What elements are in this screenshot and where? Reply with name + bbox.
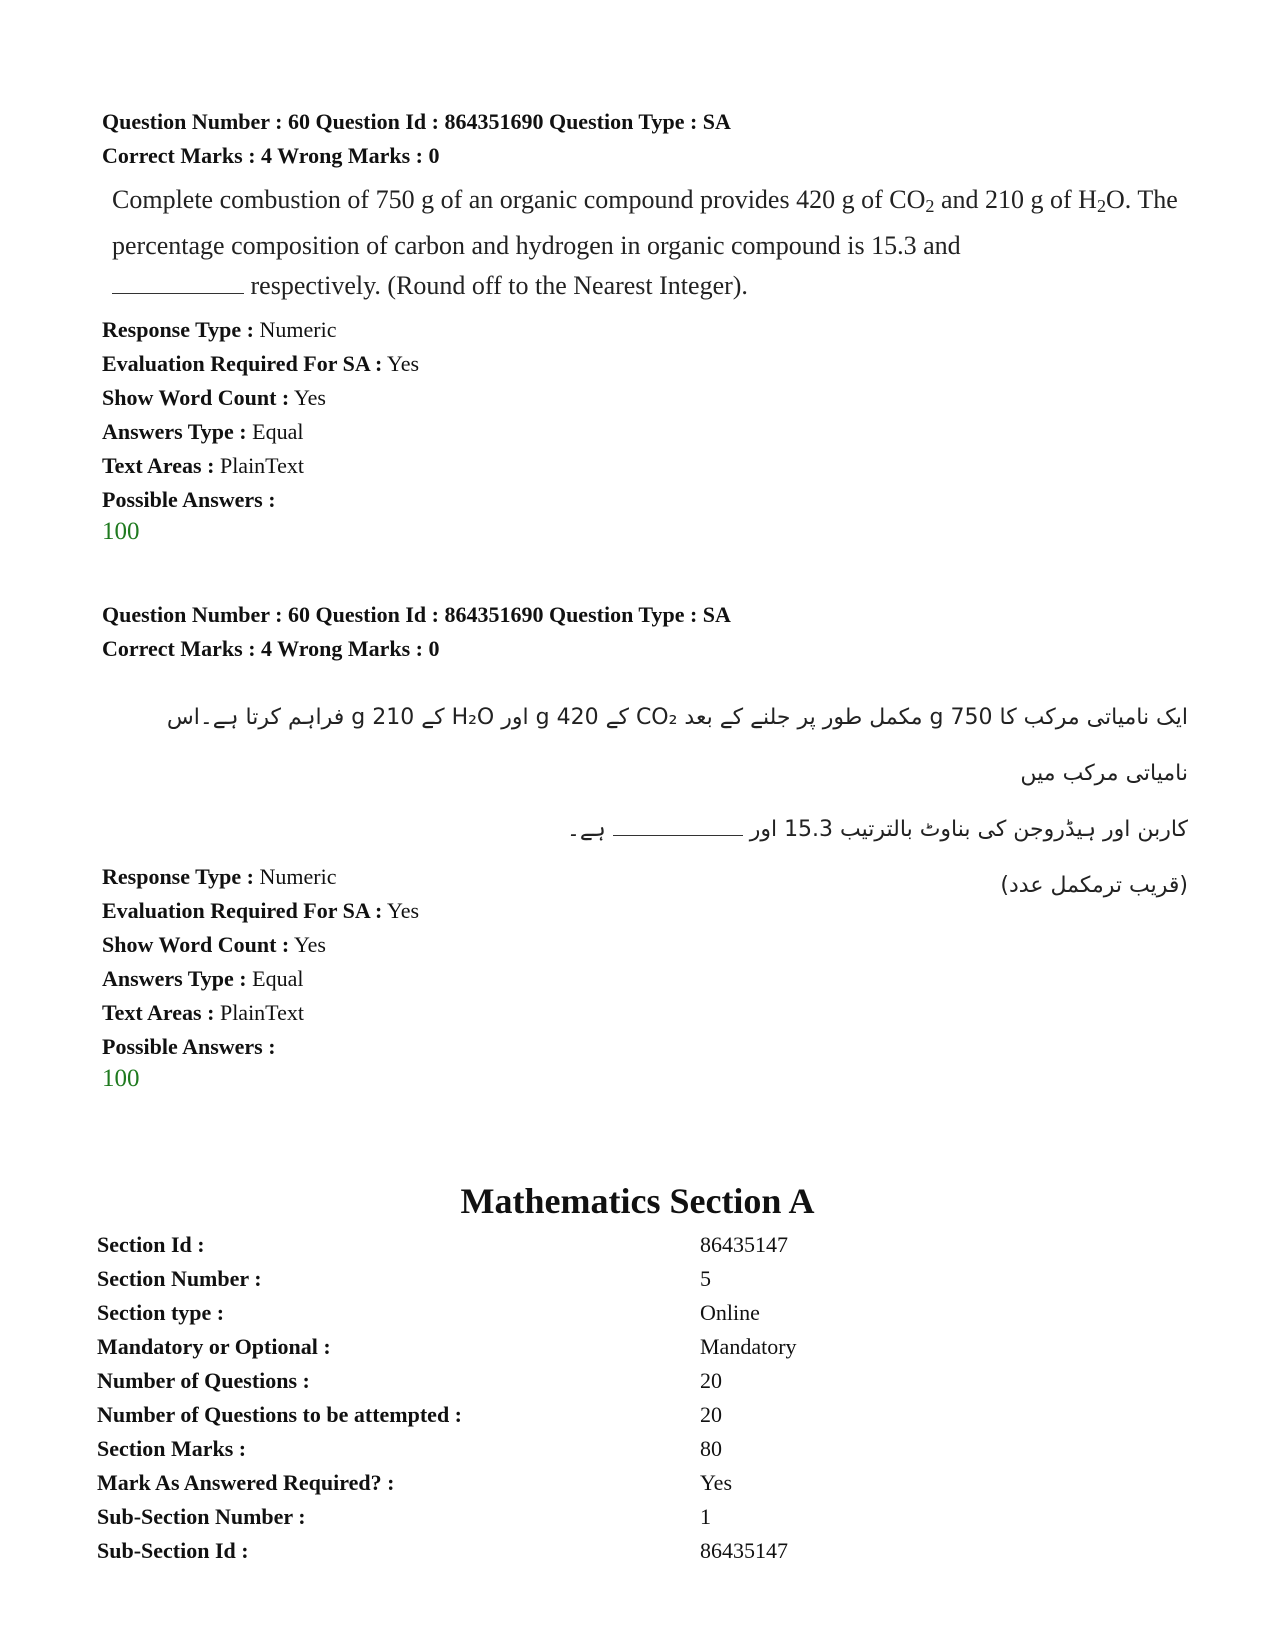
meta-row: Show Word Count : Yes [102, 932, 326, 957]
meta-row: Evaluation Required For SA : Yes [102, 898, 420, 923]
meta-row: Answers Type : Equal [102, 966, 304, 991]
question-header-line2: Correct Marks : 4 Wrong Marks : 0 [102, 636, 440, 661]
question-header [102, 105, 731, 173]
section-info-table [97, 1228, 797, 1568]
meta-row: Response Type : Numeric [102, 864, 337, 889]
possible-answer: 100 [102, 1065, 140, 1092]
section-title: Mathematics Section A [460, 1181, 815, 1221]
question-text-english: Complete combustion of 750 g of an organic compound provides 420 g of $CO_2$ and 210 g of $H_2O$. The percentage composition of carbon and hydrogen in organic compound is 15.3 and respectively. (Round off to the Nearest Integer). [112, 185, 1178, 300]
section-info-row: Mark As Answered Required? : Yes [97, 1470, 733, 1495]
question-header-line1: Question Number : 60 Question Id : 864351690 Question Type : SA [102, 109, 731, 134]
possible-answer: 100 [102, 518, 140, 545]
urdu-line-3: (قریب ترمکمل عدد) [1000, 873, 1188, 898]
urdu-line-1: ایک نامیاتی مرکب کا 750 g مکمل طور پر جلنے کے بعد CO₂ کے 420 g اور H₂O کے 210 g فراہم کرتا ہے۔اس نامیاتی مرکب میں [166, 705, 1188, 786]
answer-blank [613, 821, 743, 836]
meta-row: Answers Type : Equal [102, 419, 304, 444]
section-info-row: Section Number : 5 [97, 1266, 711, 1291]
question-header-line1: Question Number : 60 Question Id : 864351690 Question Type : SA [102, 602, 731, 627]
meta-row: Text Areas : PlainText [102, 1000, 304, 1025]
meta-row: Evaluation Required For SA : Yes [102, 351, 420, 376]
meta-row: Possible Answers : [102, 1034, 276, 1059]
answer-blank [112, 273, 244, 294]
meta-row: Show Word Count : Yes [102, 385, 326, 410]
question-header-line2: Correct Marks : 4 Wrong Marks : 0 [102, 143, 440, 168]
meta-row: Text Areas : PlainText [102, 453, 304, 478]
urdu-line-2: کاربن اور ہیڈروجن کی بناوٹ بالترتیب 15.3 اور ہے۔ [567, 817, 1188, 842]
meta-row: Response Type : Numeric [102, 317, 337, 342]
section-info-row: Number of Questions : 20 [97, 1368, 722, 1393]
section-info-row: Section Marks : 80 [97, 1436, 722, 1461]
section-info-row: Sub-Section Number : 1 [97, 1504, 711, 1529]
section-info-row: Section Id : 86435147 [97, 1232, 788, 1257]
section-info-row: Mandatory or Optional : Mandatory [97, 1334, 797, 1359]
section-info-row: Number of Questions to be attempted : 20 [97, 1402, 722, 1427]
section-info-row: Section type : Online [97, 1300, 760, 1325]
question-meta [102, 860, 419, 1064]
question-header [102, 598, 731, 666]
section-info-row: Sub-Section Id : 86435147 [97, 1538, 788, 1563]
question-meta [102, 313, 419, 517]
meta-row: Possible Answers : [102, 487, 276, 512]
